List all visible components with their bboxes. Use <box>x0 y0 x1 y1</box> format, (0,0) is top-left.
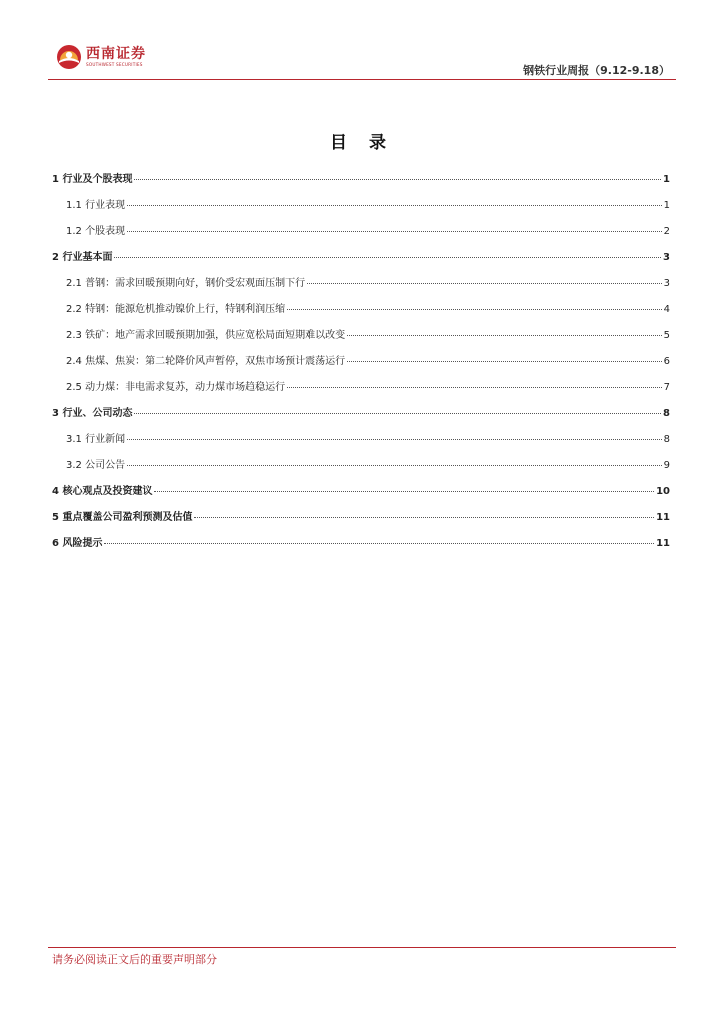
header-divider <box>48 79 676 80</box>
toc-entry[interactable] <box>52 482 670 508</box>
toc-leader-dots <box>114 257 661 258</box>
toc-leader-dots <box>134 179 661 180</box>
toc-entry-page: 1 <box>663 200 670 211</box>
footer-notice: 请务必阅读正文后的重要声明部分 <box>52 953 217 966</box>
toc-entry-page: 3 <box>663 278 670 289</box>
toc-leader-dots <box>287 309 662 310</box>
toc-entry-page: 11 <box>656 512 670 523</box>
toc-entry[interactable] <box>52 430 670 456</box>
toc-entry-label: 5 重点覆盖公司盈利预测及估值 <box>52 512 193 523</box>
toc-entry[interactable] <box>52 508 670 534</box>
toc-leader-dots <box>127 439 662 440</box>
toc-entry[interactable] <box>52 378 670 404</box>
toc-entry[interactable] <box>52 404 670 430</box>
footer-divider <box>48 947 676 948</box>
toc-entry-label: 2.4 焦煤、焦炭：第二轮降价风声暂停，双焦市场预计震荡运行 <box>66 356 346 367</box>
toc-entry-label: 2.3 铁矿：地产需求回暖预期加强，供应宽松局面短期难以改变 <box>66 330 346 341</box>
toc-leader-dots <box>287 387 662 388</box>
toc-entry-page: 1 <box>663 174 670 185</box>
page-header <box>0 0 724 82</box>
toc-entry-page: 4 <box>663 304 670 315</box>
toc-leader-dots <box>307 283 662 284</box>
toc-entry-page: 7 <box>663 382 670 393</box>
toc-entry[interactable] <box>52 456 670 482</box>
toc-entry-page: 9 <box>663 460 670 471</box>
toc-entry[interactable] <box>52 274 670 300</box>
toc-heading: 目 录 <box>330 133 394 153</box>
toc-entry[interactable] <box>52 170 670 196</box>
report-title: 钢铁行业周报（9.12-9.18） <box>523 64 670 77</box>
toc-entry-label: 2.5 动力煤：非电需求复苏，动力煤市场趋稳运行 <box>66 382 286 393</box>
toc-entry-label: 1.2 个股表现 <box>66 226 126 237</box>
toc-entry-page: 6 <box>663 356 670 367</box>
company-logo <box>56 44 146 70</box>
toc-entry-label: 2 行业基本面 <box>52 252 113 263</box>
toc-entry[interactable] <box>52 196 670 222</box>
toc-leader-dots <box>347 361 662 362</box>
toc-entry[interactable] <box>52 534 670 560</box>
logo-chinese-name: 西南证券 <box>86 46 146 62</box>
table-of-contents <box>52 170 670 560</box>
toc-leader-dots <box>347 335 662 336</box>
toc-entry[interactable] <box>52 300 670 326</box>
toc-entry-label: 3.1 行业新闻 <box>66 434 126 445</box>
toc-entry-page: 8 <box>663 408 670 419</box>
toc-entry-page: 11 <box>656 538 670 549</box>
toc-entry-label: 4 核心观点及投资建议 <box>52 486 153 497</box>
toc-leader-dots <box>194 517 654 518</box>
toc-leader-dots <box>104 543 654 544</box>
toc-entry-page: 8 <box>663 434 670 445</box>
logo-english-name: SOUTHWEST SECURITIES <box>86 62 143 67</box>
toc-entry-label: 3.2 公司公告 <box>66 460 126 471</box>
toc-leader-dots <box>127 205 662 206</box>
toc-entry-label: 3 行业、公司动态 <box>52 408 133 419</box>
toc-entry-page: 5 <box>663 330 670 341</box>
toc-entry[interactable] <box>52 248 670 274</box>
toc-entry[interactable] <box>52 352 670 378</box>
toc-entry-label: 6 风险提示 <box>52 538 103 549</box>
toc-entry[interactable] <box>52 326 670 352</box>
toc-entry-page: 10 <box>656 486 670 497</box>
toc-entry[interactable] <box>52 222 670 248</box>
toc-leader-dots <box>127 465 662 466</box>
toc-entry-label: 2.1 普钢：需求回暖预期向好，钢价受宏观面压制下行 <box>66 278 306 289</box>
toc-entry-label: 1.1 行业表现 <box>66 200 126 211</box>
toc-leader-dots <box>154 491 654 492</box>
toc-entry-page: 3 <box>663 252 670 263</box>
toc-entry-page: 2 <box>663 226 670 237</box>
logo-sun-icon <box>56 44 82 70</box>
toc-entry-label: 1 行业及个股表现 <box>52 174 133 185</box>
toc-leader-dots <box>134 413 661 414</box>
toc-entry-label: 2.2 特钢：能源危机推动镍价上行，特钢利润压缩 <box>66 304 286 315</box>
toc-leader-dots <box>127 231 662 232</box>
